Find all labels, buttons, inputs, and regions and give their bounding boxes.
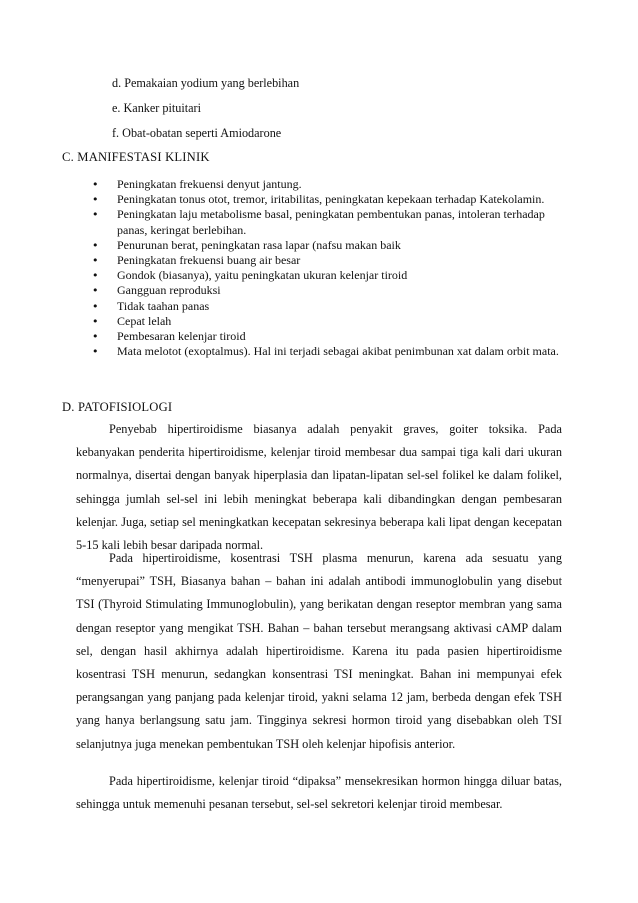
manifestation-list: [92, 177, 572, 359]
list-item: • Peningkatan laju metabolisme basal, peningkatan pembentukan panas, intoleran terhadap panas, keringat berlebihan.: [92, 207, 572, 237]
paragraph: Pada hipertiroidisme, kosentrasi TSH plasma menurun, karena ada sesuatu yang “menyerupai” TSH, Biasanya bahan – bahan ini adalah antibodi immunoglobulin yang disebut TSI (Thyroid Stimulating Immunoglobulin), yang berikatan dengan reseptor membran yang sama dengan reseptor yang mengikat TSH. Bahan – bahan tersebut merangsang aktivasi cAMP dalam sel, dengan hasil akhirnya adalah hipertiroidisme. Karena itu pada pasien hipertiroidisme kosentrasi TSH menurun, sedangkan konsentrasi TSI meningkat. Bahan ini mempunyai efek perangsangan yang panjang pada kelenjar tiroid, yakni selama 12 jam, berbeda dengan efek TSH yang hanya berlangsung satu jam. Tingginya sekresi hormon tiroid yang disebabkan oleh TSI selanjutnya juga menekan pembentukan TSH oleh kelenjar hipofisis anterior.: [76, 551, 562, 751]
list-item: • Peningkatan frekuensi denyut jantung.: [92, 177, 572, 192]
list-item: • Mata melotot (exoptalmus). Hal ini terjadi sebagai akibat penimbunan xat dalam orbit mata.: [92, 344, 572, 359]
list-item-d: d. Pemakaian yodium yang berlebihan: [112, 76, 300, 90]
paragraph: Penyebab hipertiroidisme biasanya adalah penyakit graves, goiter toksika. Pada kebanyakan penderita hipertiroidisme, kelenjar tiroid membesar dua sampai tiga kali dari ukuran normalnya, disertai dengan banyak hiperplasia dan lipatan-lipatan sel-sel folikel ke dalam folikel, sehingga jumlah sel-sel ini lebih meningkat beberapa kali dibandingkan dengan pembesaran kelenjar. Juga, setiap sel meningkatkan kecepatan sekresinya beberapa kali lipat dengan kecepatan 5-15 kali lebih besar daripada normal.: [76, 422, 562, 553]
list-item: • Peningkatan tonus otot, tremor, iritabilitas, peningkatan kepekaan terhadap Katekolamin.: [92, 192, 572, 207]
list-item: • Gangguan reproduksi: [92, 283, 572, 298]
list-item-f: f. Obat-obatan seperti Amiodarone: [112, 126, 282, 140]
list-item: • Tidak taahan panas: [92, 299, 572, 314]
list-item: • Cepat lelah: [92, 314, 572, 329]
section-c-heading: C. MANIFESTASI KLINIK: [62, 150, 210, 164]
section-d-heading: D. PATOFISIOLOGI: [62, 400, 173, 414]
list-item-e: e. Kanker pituitari: [112, 101, 202, 115]
list-item: • Pembesaran kelenjar tiroid: [92, 329, 572, 344]
list-item: • Peningkatan frekuensi buang air besar: [92, 253, 572, 268]
paragraph: Pada hipertiroidisme, kelenjar tiroid “dipaksa” mensekresikan hormon hingga diluar batas, sehingga untuk memenuhi pesanan tersebut, sel-sel sekretori kelenjar tiroid membesar.: [76, 774, 562, 812]
list-item: • Gondok (biasanya), yaitu peningkatan ukuran kelenjar tiroid: [92, 268, 572, 283]
list-item: • Penurunan berat, peningkatan rasa lapar (nafsu makan baik: [92, 238, 572, 253]
